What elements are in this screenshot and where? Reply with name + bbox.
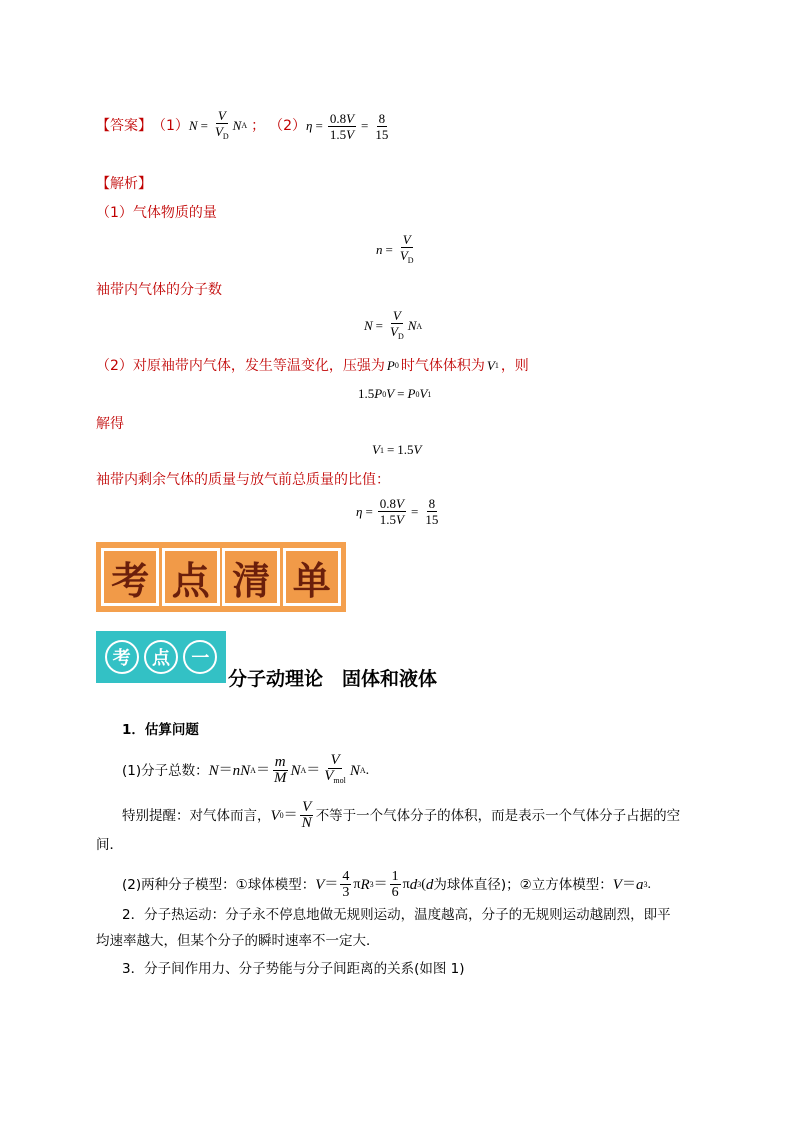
analysis-p3-a: （2）对原袖带内气体，发生等温变化，压强为: [96, 358, 385, 374]
badge-char-3: 一: [183, 640, 217, 674]
analysis-p5: 袖带内剩余气体的质量与放气前总质量的比值：: [96, 472, 390, 488]
formula-n: n = $\frac{V}{V_D}$: [376, 232, 414, 265]
item1-a-label: (1)分子总数：: [122, 762, 209, 779]
badge-char-1: 考: [105, 640, 139, 674]
banner-char-4: 单: [283, 548, 341, 606]
analysis-p1: （1）气体物质的量: [96, 205, 217, 221]
formula-V1: V 1 = 1.5 V: [372, 442, 422, 457]
symbol-V1: V 1: [486, 358, 499, 373]
banner-char-1: 考: [101, 548, 159, 606]
note-b: 不等于一个气体分子的体积，而是表示一个气体分子占据的空: [315, 807, 681, 824]
formula-total-molecules: N ＝ nN A ＝ $\frac{m}{M}$ N A ＝ $\frac{V}{V_{mol}}$ N A .: [208, 752, 370, 786]
item3: 3．分子间作用力、分子势能与分子间距离的关系(如图 1): [122, 961, 465, 977]
symbol-P0: P 0: [386, 358, 399, 373]
section-banner: [96, 542, 346, 612]
analysis-p3-c: ，则: [500, 358, 529, 374]
item1-title: 1．估算问题: [122, 722, 199, 738]
item1-a: [122, 753, 369, 788]
answer-part1-label: （1）: [152, 118, 189, 134]
item2-b: 均速率越大，但某个分子的瞬时速率不一定大．: [96, 933, 380, 949]
answer-line: [96, 108, 392, 144]
analysis-p2: 袖带内气体的分子数: [96, 282, 222, 298]
formula-cube: V ＝ a 3 .: [612, 876, 651, 893]
item1-b-b: 为球体直径)；②立方体模型：: [433, 876, 613, 893]
analysis-p4: 解得: [96, 416, 124, 432]
analysis-p3: [96, 356, 529, 376]
answer-separator: ；: [251, 118, 266, 134]
answer-formula-2: η = $\frac{0.8V}{1.5V}$ = $\frac{8}{15}$: [306, 110, 389, 142]
formula-V0: V 0 ＝ $\frac{V}{N}$: [270, 799, 312, 831]
answer-formula-1: N = $\frac{V}{V_D}$ N A: [188, 108, 248, 141]
note-c: 间．: [96, 837, 123, 853]
answer-part2-label: （2）: [269, 118, 307, 134]
formula-isothermal: 1.5 P 0 V = P 0 V 1: [358, 386, 432, 401]
formula-sphere: V ＝ $\frac{4}{3}$ π R 3 ＝ $\frac{1}{6}$ π d 3 ( d: [315, 869, 434, 900]
item2-a: 2．分子热运动：分子永不停息地做无规则运动，温度越高，分子的无规则运动越剧烈，即平: [122, 907, 671, 923]
section-badge: [96, 631, 226, 683]
item1-b-a: (2)两种分子模型：①球体模型：: [122, 876, 316, 893]
formula-eta: η = $\frac{0.8V}{1.5V}$ = $\frac{8}{15}$: [356, 496, 439, 527]
answer-label: 【答案】: [96, 118, 152, 134]
section-title: 分子动理论 固体和液体: [228, 668, 438, 690]
note-line: [122, 800, 680, 831]
banner-char-3: 清: [222, 548, 280, 606]
analysis-label: 【解析】: [96, 176, 152, 192]
analysis-p3-b: 时气体体积为: [400, 358, 485, 374]
note-a: 特别提醒：对气体而言，: [122, 807, 271, 824]
item1-b: [122, 869, 651, 900]
formula-N: N = $\frac{V}{V_D}$ N A: [364, 308, 423, 341]
banner-char-2: 点: [162, 548, 220, 606]
badge-char-2: 点: [144, 640, 178, 674]
